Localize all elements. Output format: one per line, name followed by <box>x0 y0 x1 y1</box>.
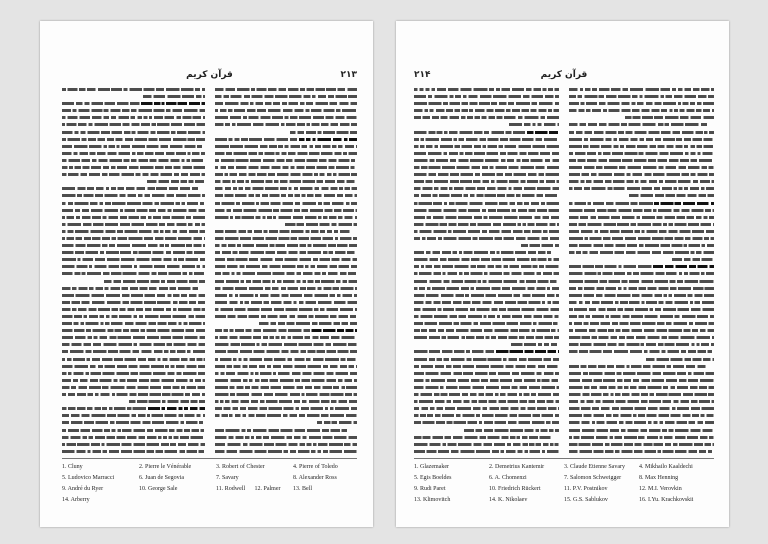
text-line <box>414 185 559 192</box>
text-line <box>62 306 205 313</box>
text-line <box>62 171 205 178</box>
text-line <box>414 434 559 441</box>
text-line <box>414 377 559 384</box>
text-line <box>414 412 559 419</box>
text-line <box>62 419 205 426</box>
text-line <box>569 348 714 355</box>
text-line <box>569 249 714 256</box>
footnote: 10. George Sale <box>139 486 178 492</box>
text-line <box>569 299 714 306</box>
text-line <box>62 278 205 285</box>
text-line <box>414 207 559 214</box>
text-line <box>215 143 357 150</box>
text-line <box>414 334 559 341</box>
text-line <box>215 285 357 292</box>
text-line <box>62 100 205 107</box>
text-line <box>62 299 205 306</box>
text-line <box>569 214 714 221</box>
text-line <box>215 334 357 341</box>
text-line <box>215 348 357 355</box>
text-line <box>215 278 357 285</box>
text-line <box>569 171 714 178</box>
text-line <box>62 334 205 341</box>
text-line <box>215 256 357 263</box>
text-line <box>62 313 205 320</box>
page-header <box>414 69 714 82</box>
footnote: 15. G.S. Sablukov <box>564 497 608 503</box>
footnote: 14. Arberry <box>62 497 90 503</box>
text-line <box>215 121 357 128</box>
text-line <box>215 441 357 448</box>
text-line <box>62 370 205 377</box>
text-line <box>62 185 205 192</box>
text-line <box>569 306 714 313</box>
text-line <box>414 256 559 263</box>
text-line <box>569 192 714 199</box>
text-line <box>62 356 205 363</box>
text-line <box>215 178 357 185</box>
footnote: 9. André du Ryer <box>62 486 104 492</box>
text-line <box>62 327 205 334</box>
text-line <box>569 391 714 398</box>
footnotes <box>62 462 357 506</box>
text-line <box>215 412 357 419</box>
text-line <box>569 377 714 384</box>
text-line <box>414 178 559 185</box>
text-line <box>569 207 714 214</box>
text-line <box>62 235 205 242</box>
footnote-row <box>62 495 357 506</box>
footnote: 8. Alexander Ross <box>293 475 337 481</box>
text-line <box>215 235 357 242</box>
text-line <box>62 136 205 143</box>
text-line <box>569 285 714 292</box>
text-line <box>414 235 559 242</box>
right-page <box>396 21 729 527</box>
text-line <box>62 405 205 412</box>
text-line <box>215 136 357 143</box>
text-line <box>62 341 205 348</box>
text-line <box>62 129 205 136</box>
text-line <box>569 363 714 370</box>
text-line <box>215 270 357 277</box>
text-line <box>414 263 559 270</box>
footnote: 7. Salomon Schweigger <box>564 475 622 481</box>
text-line <box>62 363 205 370</box>
text-line <box>62 398 205 405</box>
text-line <box>569 157 714 164</box>
text-line <box>62 384 205 391</box>
text-line <box>215 391 357 398</box>
footnote: 8. Max Henning <box>639 475 679 481</box>
text-line <box>215 299 357 306</box>
text-line <box>62 93 205 100</box>
text-line <box>215 150 357 157</box>
text-line <box>215 405 357 412</box>
text-line <box>569 356 714 363</box>
text-line <box>62 150 205 157</box>
footnote: 3. Robert of Chester <box>216 464 265 470</box>
text-line <box>215 263 357 270</box>
text-line <box>215 242 357 249</box>
text-line <box>414 86 559 93</box>
text-line <box>414 157 559 164</box>
text-line <box>62 348 205 355</box>
footnote: 6. A. Chomenzi <box>489 475 527 481</box>
footnote: 11. P.V. Postnikov <box>564 486 608 492</box>
text-line <box>62 292 205 299</box>
text-line <box>569 419 714 426</box>
text-line <box>414 370 559 377</box>
text-line <box>569 398 714 405</box>
text-line <box>569 114 714 121</box>
text-line <box>215 228 357 235</box>
text-line <box>215 93 357 100</box>
text-line <box>414 192 559 199</box>
text-line <box>414 93 559 100</box>
text-line <box>215 434 357 441</box>
text-line <box>215 100 357 107</box>
footnote: 14. K. Nikolaev <box>489 497 528 503</box>
text-line <box>414 100 559 107</box>
text-line <box>569 263 714 270</box>
footnote-rule <box>414 458 714 459</box>
text-line <box>414 228 559 235</box>
text-line <box>569 427 714 434</box>
footnote-rule <box>62 458 357 459</box>
text-line <box>62 320 205 327</box>
text-line <box>62 221 205 228</box>
text-line <box>414 448 559 455</box>
text-line <box>414 214 559 221</box>
text-line <box>569 256 714 263</box>
text-line <box>62 207 205 214</box>
text-line <box>569 278 714 285</box>
text-line <box>215 398 357 405</box>
text-line <box>569 441 714 448</box>
text-line <box>569 143 714 150</box>
text-line <box>569 100 714 107</box>
text-line <box>569 434 714 441</box>
footnote-row <box>414 484 714 495</box>
running-header: قرآن کریم <box>540 70 588 80</box>
text-line <box>62 242 205 249</box>
text-line <box>62 114 205 121</box>
text-line <box>62 107 205 114</box>
text-line <box>414 419 559 426</box>
text-line <box>62 157 205 164</box>
footnote: 2. Pierre le Vénérable <box>139 464 192 470</box>
text-line <box>62 178 205 185</box>
text-line <box>414 299 559 306</box>
text-line <box>215 419 357 426</box>
text-line <box>414 320 559 327</box>
footnote: 13. Bell <box>293 486 312 492</box>
text-column <box>62 86 205 456</box>
text-line <box>414 405 559 412</box>
text-line <box>215 427 357 434</box>
text-line <box>569 235 714 242</box>
footnote: 7. Savary <box>216 475 239 481</box>
text-line <box>414 164 559 171</box>
text-line <box>569 313 714 320</box>
text-line <box>62 164 205 171</box>
text-line <box>215 185 357 192</box>
text-line <box>215 377 357 384</box>
text-line <box>414 200 559 207</box>
text-line <box>414 143 559 150</box>
text-column <box>215 86 357 456</box>
footnote-row <box>414 495 714 506</box>
footnote: 12. M.I. Verovkin <box>639 486 682 492</box>
text-line <box>569 93 714 100</box>
footnote: 16. I.Yu. Krachkovskii <box>639 497 694 503</box>
text-line <box>215 327 357 334</box>
text-line <box>569 327 714 334</box>
text-line <box>569 121 714 128</box>
text-line <box>62 270 205 277</box>
text-line <box>414 278 559 285</box>
text-column <box>569 86 714 456</box>
text-line <box>215 164 357 171</box>
text-line <box>215 320 357 327</box>
text-line <box>62 121 205 128</box>
text-line <box>569 185 714 192</box>
text-line <box>414 270 559 277</box>
text-line <box>414 292 559 299</box>
text-line <box>414 285 559 292</box>
text-line <box>569 334 714 341</box>
text-line <box>414 363 559 370</box>
text-line <box>569 384 714 391</box>
text-line <box>62 263 205 270</box>
text-line <box>414 136 559 143</box>
footnote: 4. Pierre of Toledo <box>293 464 338 470</box>
footnotes <box>414 462 714 506</box>
text-line <box>62 86 205 93</box>
text-line <box>62 391 205 398</box>
text-line <box>215 107 357 114</box>
text-line <box>62 448 205 455</box>
text-line <box>215 356 357 363</box>
text-line <box>414 306 559 313</box>
text-line <box>569 178 714 185</box>
text-line <box>62 214 205 221</box>
text-line <box>215 384 357 391</box>
text-line <box>569 107 714 114</box>
text-line <box>62 200 205 207</box>
footnote: 5. Ludovico Marracci <box>62 475 115 481</box>
text-line <box>215 363 357 370</box>
text-line <box>414 114 559 121</box>
text-line <box>569 270 714 277</box>
text-line <box>414 427 559 434</box>
text-line <box>414 221 559 228</box>
text-line <box>62 228 205 235</box>
running-header: قرآن کریم <box>186 70 233 80</box>
text-line <box>215 249 357 256</box>
text-line <box>62 192 205 199</box>
footnote: 12. Palmer <box>254 486 281 492</box>
text-line <box>62 434 205 441</box>
text-line <box>569 200 714 207</box>
footnote: 5. Egis Boeldes <box>414 475 452 481</box>
text-line <box>414 150 559 157</box>
footnote: 13. Klimovitch <box>414 497 451 503</box>
footnote: 2. Demetrius Kantemir <box>489 464 545 470</box>
text-line <box>414 348 559 355</box>
text-line <box>569 242 714 249</box>
page-number: ۲۱۴ <box>414 70 431 80</box>
text-line <box>215 86 357 93</box>
text-line <box>414 121 559 128</box>
text-line <box>62 143 205 150</box>
footnote-row <box>414 473 714 484</box>
text-line <box>414 242 559 249</box>
text-line <box>215 192 357 199</box>
text-line <box>62 249 205 256</box>
text-line <box>215 200 357 207</box>
text-line <box>215 114 357 121</box>
text-line <box>62 256 205 263</box>
footnote: 6. Juan de Segovia <box>139 475 184 481</box>
text-line <box>414 441 559 448</box>
text-line <box>569 405 714 412</box>
text-line <box>569 136 714 143</box>
text-line <box>215 370 357 377</box>
text-line <box>569 150 714 157</box>
text-line <box>215 221 357 228</box>
text-line <box>414 356 559 363</box>
text-line <box>215 214 357 221</box>
text-line <box>62 427 205 434</box>
text-line <box>569 412 714 419</box>
text-line <box>62 412 205 419</box>
text-line <box>62 377 205 384</box>
text-line <box>414 327 559 334</box>
text-line <box>215 129 357 136</box>
text-line <box>215 171 357 178</box>
text-line <box>215 448 357 455</box>
text-line <box>569 292 714 299</box>
footnote: 9. Rudi Paret <box>414 486 446 492</box>
text-line <box>414 129 559 136</box>
text-line <box>569 341 714 348</box>
footnote-row <box>62 473 357 484</box>
text-line <box>569 320 714 327</box>
text-line <box>414 313 559 320</box>
page-header <box>62 69 357 82</box>
left-page <box>40 21 373 527</box>
text-line <box>215 341 357 348</box>
footnote-row <box>414 462 714 473</box>
text-line <box>414 171 559 178</box>
footnote: 10. Friedrich Rückert <box>489 486 541 492</box>
footnote-row <box>62 462 357 473</box>
text-line <box>215 306 357 313</box>
page-number: ۲۱۳ <box>340 70 357 80</box>
text-line <box>569 221 714 228</box>
footnote: 3. Claude Etienne Savary <box>564 464 625 470</box>
text-line <box>569 228 714 235</box>
text-line <box>569 129 714 136</box>
footnote: 11. Rodwell <box>216 486 246 492</box>
text-line <box>62 441 205 448</box>
text-line <box>569 164 714 171</box>
text-line <box>414 398 559 405</box>
text-line <box>569 86 714 93</box>
text-line <box>414 341 559 348</box>
text-line <box>569 370 714 377</box>
footnote: 1. Cluny <box>62 464 83 470</box>
text-column <box>414 86 559 456</box>
footnote: 4. Mikhailo Kaaldechi <box>639 464 693 470</box>
text-line <box>215 292 357 299</box>
text-line <box>215 207 357 214</box>
footnote: 1. Glazemaker <box>414 464 449 470</box>
footnote-row <box>62 484 357 495</box>
text-line <box>414 107 559 114</box>
text-line <box>215 157 357 164</box>
text-line <box>215 313 357 320</box>
text-line <box>414 249 559 256</box>
text-line <box>414 391 559 398</box>
text-line <box>414 384 559 391</box>
text-line <box>62 285 205 292</box>
text-line <box>569 448 714 455</box>
